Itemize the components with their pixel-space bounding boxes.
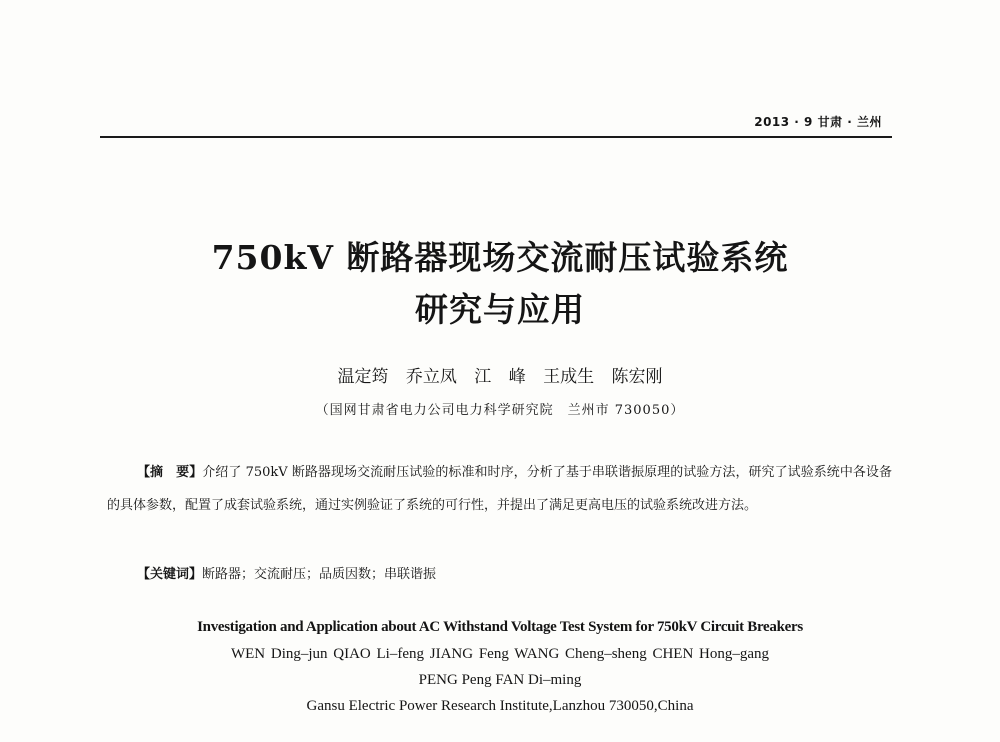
keywords-label: 【关键词】 [137, 567, 203, 582]
abstract [107, 456, 892, 522]
authors: 温定筠 乔立凤 江 峰 王成生 陈宏刚 [337, 367, 663, 387]
english-authors-line-1: WEN Ding–jun QIAO Li–feng JIANG Feng WANG Cheng–sheng CHEN Hong–gang [230, 646, 770, 662]
issue-date-location: 2013 · 9 甘肃 · 兰州 [754, 115, 882, 129]
english-title: Investigation and Application about AC Withstand Voltage Test System for 750kV Circuit Breakers [197, 619, 803, 635]
affiliation: （国网甘肃省电力公司电力科学研究院 兰州市 730050） [315, 403, 685, 418]
english-affiliation: Gansu Electric Power Research Institute,Lanzhou 730050,China [306, 698, 694, 714]
keywords-text: 断路器；交流耐压；品质因数；串联谐振 [202, 567, 437, 582]
header-divider [100, 136, 892, 138]
abstract-text: 介绍了 750kV 断路器现场交流耐压试验的标准和时序，分析了基于串联谐振原理的试验方法，研究了试验系统中各设备的具体参数，配置了成套试验系统，通过实例验证了系统的可行性，并提出了满足更高电压的试验系统改进方法。 [107, 465, 892, 513]
paper-title-line-1: 750kV 断路器现场交流耐压试验系统 [211, 238, 789, 277]
english-authors-line-2: PENG Peng FAN Di–ming [418, 672, 582, 688]
paper-title-line-2: 研究与应用 [415, 290, 585, 329]
abstract-label: 【摘 要】 [137, 465, 203, 480]
keywords [137, 563, 436, 582]
